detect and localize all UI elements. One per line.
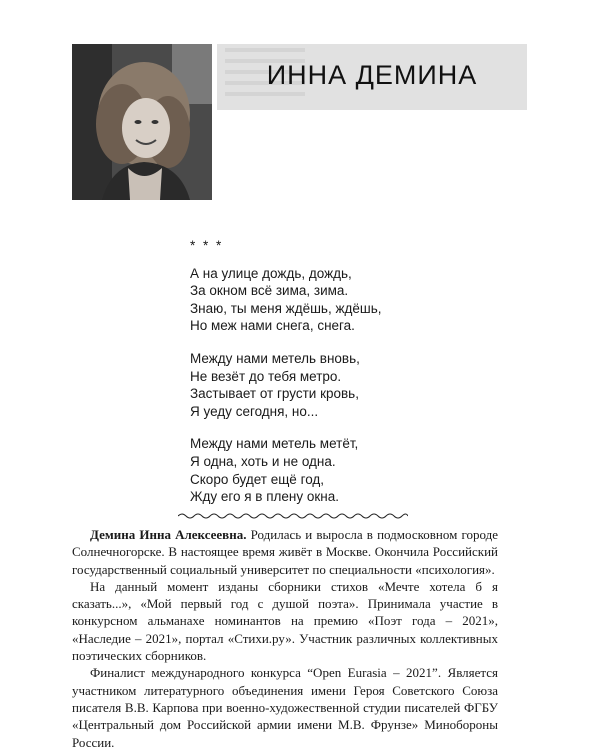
poem-line: Между нами метель метёт,: [190, 436, 359, 452]
author-name-heading: ИННА ДЕМИНА: [266, 60, 478, 90]
poem-line: За окном всё зима, зима.: [190, 283, 349, 299]
poem-stanza: [190, 265, 382, 335]
poem-stanza: [190, 435, 382, 505]
bio-paragraph: [72, 526, 498, 578]
title-band: [217, 44, 527, 110]
bio-paragraph: На данный момент изданы сборники стихов «Мечте хотела б я сказать...», «Мой первый год с душой поэта». Принимала участие в конкурсном альманахе номинантов на премию «Поэт года – 2021», «Наследие – 2021», портал «Стихи.ру». Участник различных коллективных поэтических сборников.: [72, 578, 498, 664]
author-bio: [72, 526, 498, 751]
bio-text: Родилась и выросла в подмосковном городе Солнечногорске. В настоящее время живёт в Москве. Окончила Российский государственный социальный университет по специальности «психология».: [72, 527, 498, 577]
poem-line: Не везёт до тебя метро.: [190, 368, 342, 384]
bio-paragraph: Финалист международного конкурса “Open Eurasia – 2021”. Является участником литературного объединения имени Героя Советского Союза писателя В.В. Карпова при военно-художественной студии писателей ФГБУ «Центральный дом Российской армии имени М.В. Фрунзе» Минобороны России.: [72, 665, 498, 750]
poem-line: Но меж нами снега, снега.: [190, 318, 355, 334]
poem: [190, 237, 382, 521]
poem-line: А на улице дождь, дождь,: [190, 265, 352, 281]
poem-line: Я одна, хоть и не одна.: [190, 453, 336, 469]
poem-line: Знаю, ты меня ждёшь, ждёшь,: [190, 300, 382, 316]
poem-line: Скоро будет ещё год,: [190, 471, 325, 487]
poem-line: Между нами метель вновь,: [190, 350, 360, 366]
wavy-divider-icon: [178, 512, 408, 520]
author-photo: [72, 44, 212, 200]
poem-line: Застывает от грусти кровь,: [190, 386, 359, 402]
poem-stanza: [190, 350, 382, 420]
poem-line: Жду его я в плену окна.: [190, 489, 340, 505]
bio-author-name: Демина Инна Алексеевна.: [90, 527, 247, 542]
poem-line: Я уеду сегодня, но...: [190, 403, 319, 419]
author-portrait-icon: [72, 44, 212, 200]
poem-asterisks: * * *: [190, 238, 224, 253]
